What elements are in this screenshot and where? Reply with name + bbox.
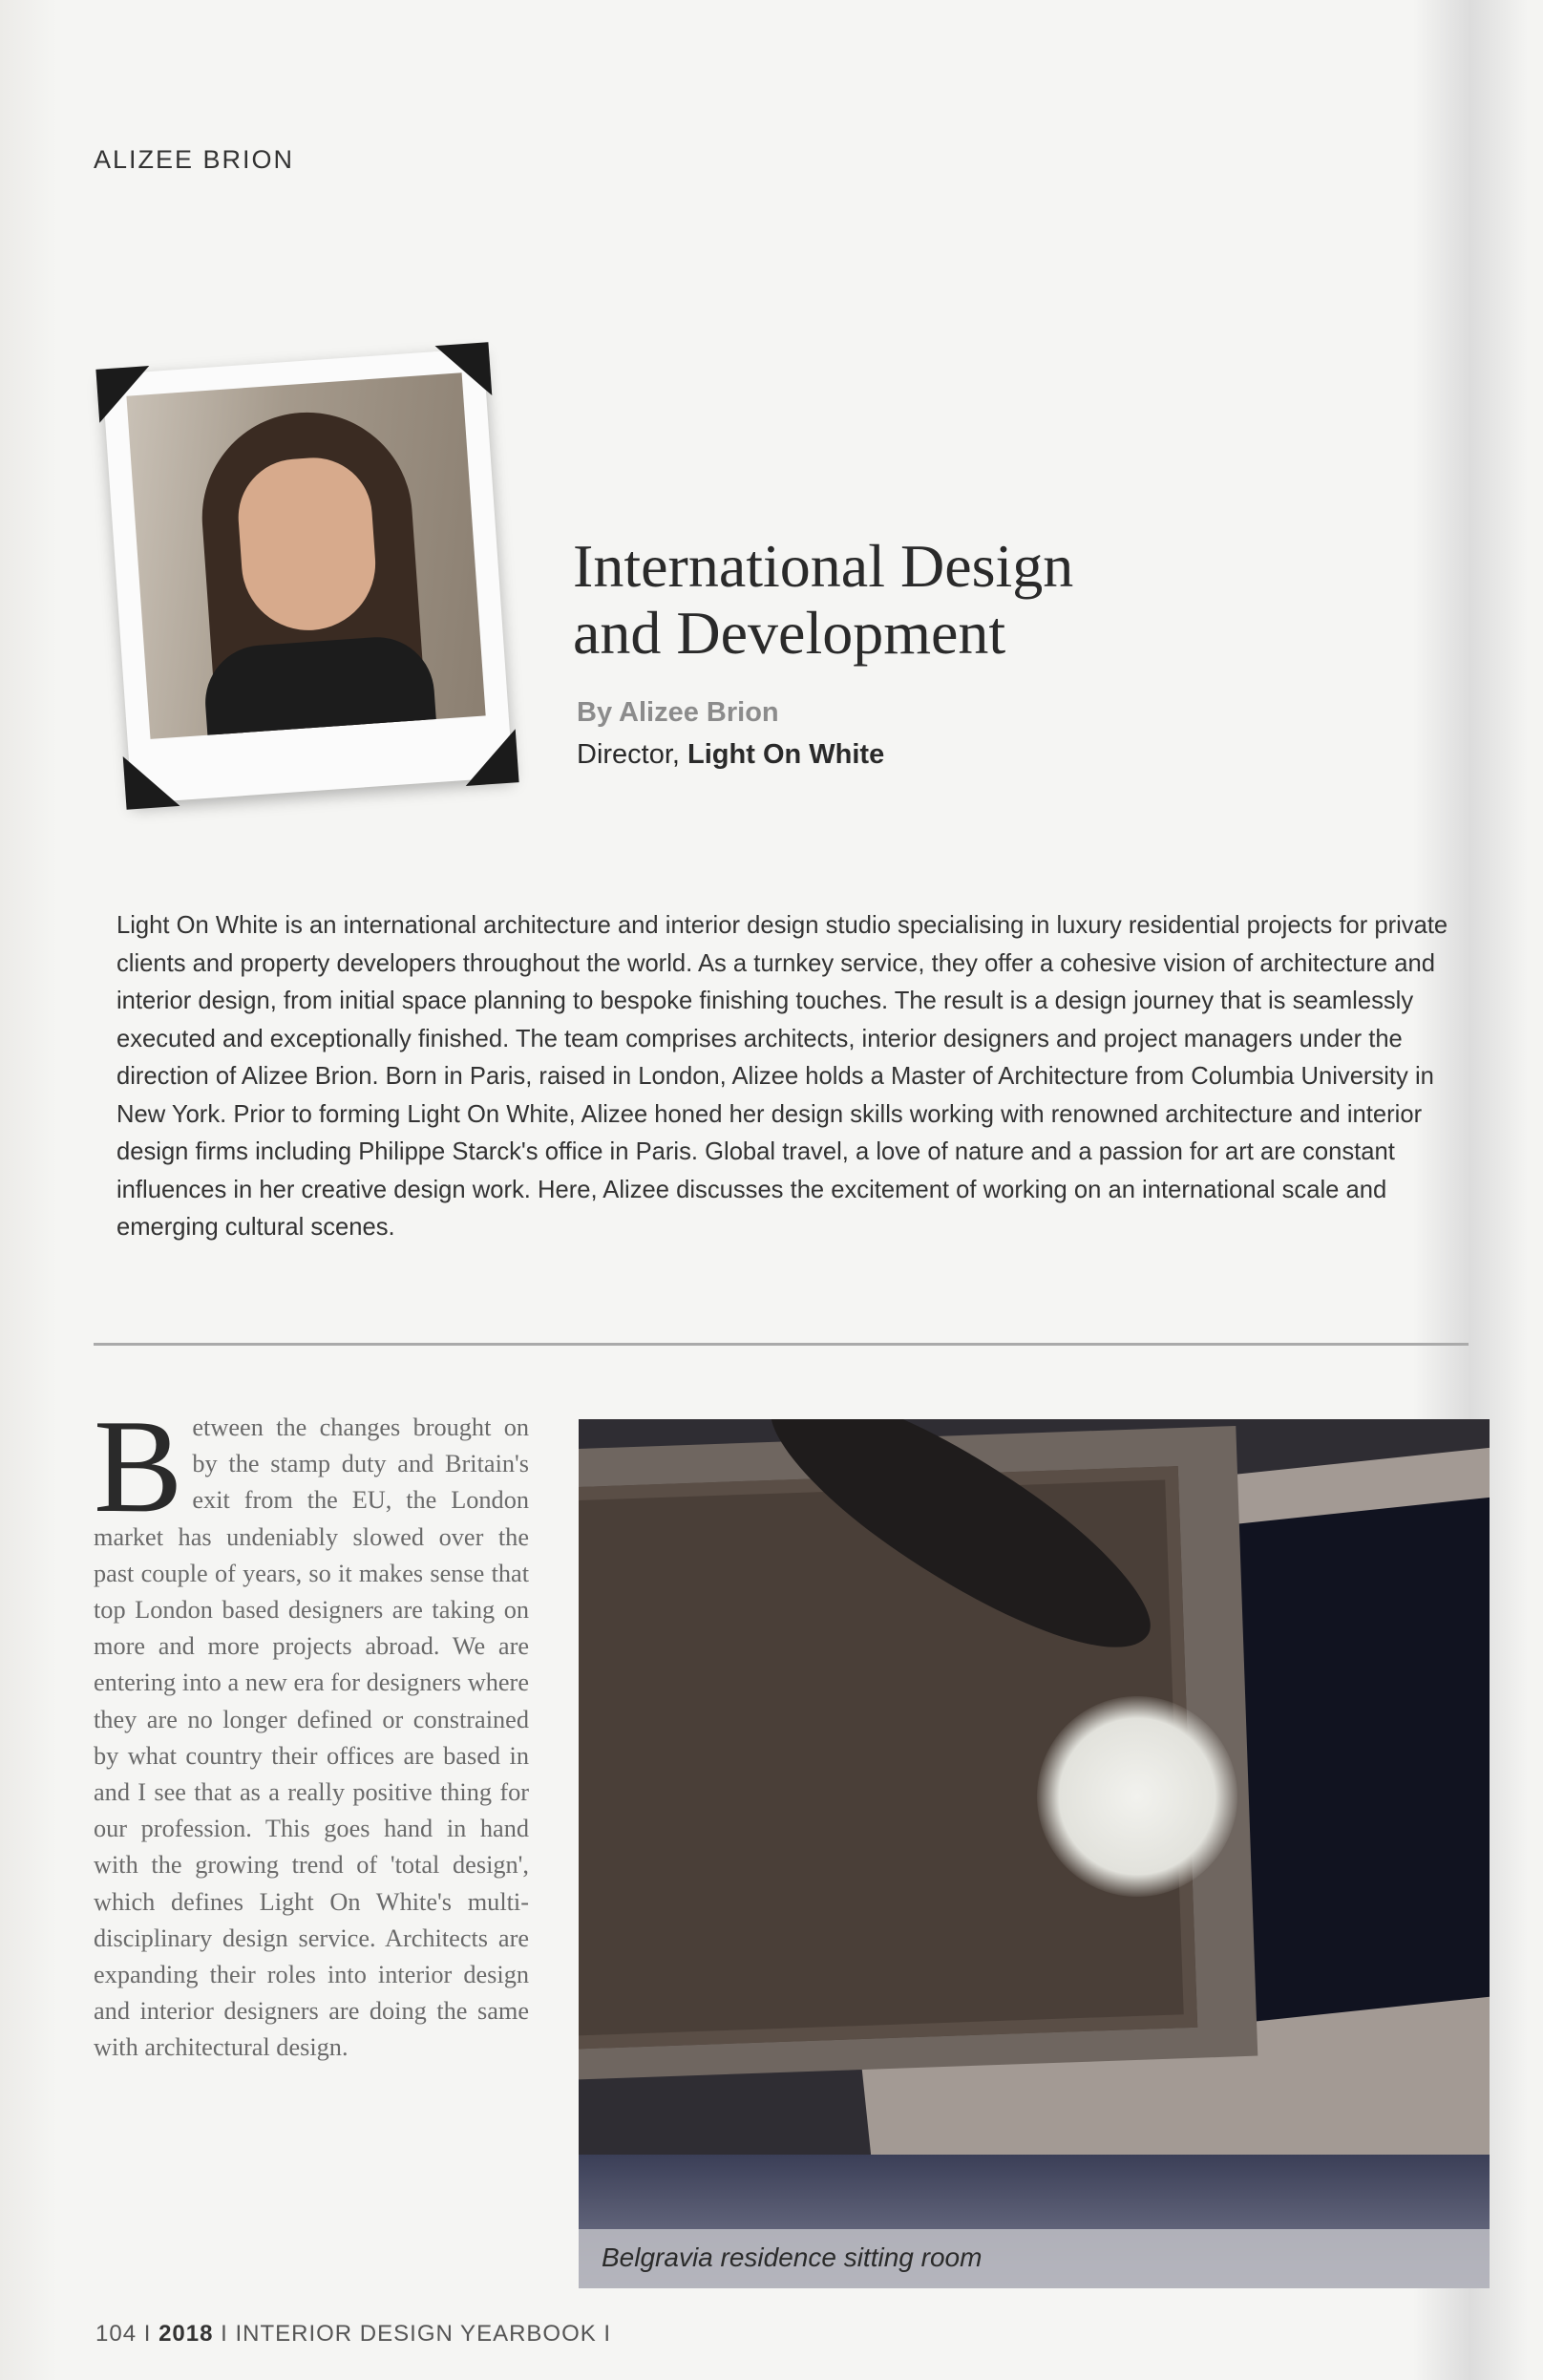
- publication-name: INTERIOR DESIGN YEARBOOK: [235, 2321, 597, 2347]
- director-prefix: Director,: [577, 739, 688, 770]
- caption-bar: [579, 2229, 1490, 2288]
- company-name: Light On White: [687, 739, 885, 770]
- footer-separator: I: [596, 2321, 612, 2347]
- author-polaroid: [102, 349, 513, 804]
- article-title: [573, 533, 1260, 667]
- page-footer: [95, 2321, 611, 2348]
- image-caption: Belgravia residence sitting room: [602, 2242, 983, 2272]
- byline: By Alizee Brion: [577, 697, 779, 728]
- photo-corner: [123, 753, 180, 810]
- director-line: [577, 739, 884, 771]
- page-number: 104: [95, 2321, 137, 2347]
- footer-separator: I: [213, 2321, 236, 2347]
- title-line-2: and Development: [573, 599, 1006, 667]
- photo-corner: [435, 342, 493, 399]
- feature-photo: [579, 1419, 1490, 2288]
- running-head: ALIZEE BRION: [94, 145, 295, 174]
- article-body-text: etween the changes brought on by the stamp duty and Britain's exit from the EU, the London market has undeniably slowed over the past couple of years, so it makes sense that top London based designers are taking on more and more projects abroad. We are entering into a new era for designers where they are no longer defined or constrained by what country their offices are based in and I see that as a really positive thing for our profession. This goes hand in hand with the growing trend of 'total design', which defines Light On White's multi-disciplinary design service. Architects are expanding their roles into interior design and interior designers are doing the same with architectural design.: [94, 1413, 529, 2062]
- photo-corner: [95, 366, 153, 423]
- intro-box: [94, 875, 1469, 1346]
- title-line-1: International Design: [573, 532, 1074, 600]
- footer-separator: I: [137, 2321, 159, 2347]
- coral-object: [1037, 1696, 1237, 1897]
- intro-paragraph: Light On White is an international architecture and interior design studio specialising in luxury residential projects for private clients and property developers throughout the world. As a turnkey service, they offer a cohesive vision of architecture and interior design, from initial space planning to bespoke finishing touches. The result is a design journey that is seamlessly executed and exceptionally finished. The team comprises architects, interior designers and project managers under the direction of Alizee Brion. Born in Paris, raised in London, Alizee holds a Master of Architecture from Columbia University in New York. Prior to forming Light On White, Alizee honed her design skills working with renowned architecture and interior design firms including Philippe Starck's office in Paris. Global travel, a love of nature and a passion for art are constant influences in her creative design work. Here, Alizee discusses the excitement of working on an international scale and emerging cultural scenes.: [116, 912, 1448, 1241]
- footer-year: 2018: [159, 2321, 214, 2347]
- photo-corner: [462, 729, 519, 786]
- drop-cap: B: [94, 1392, 183, 1541]
- article-body: [94, 1392, 529, 2067]
- author-photo: [126, 372, 485, 739]
